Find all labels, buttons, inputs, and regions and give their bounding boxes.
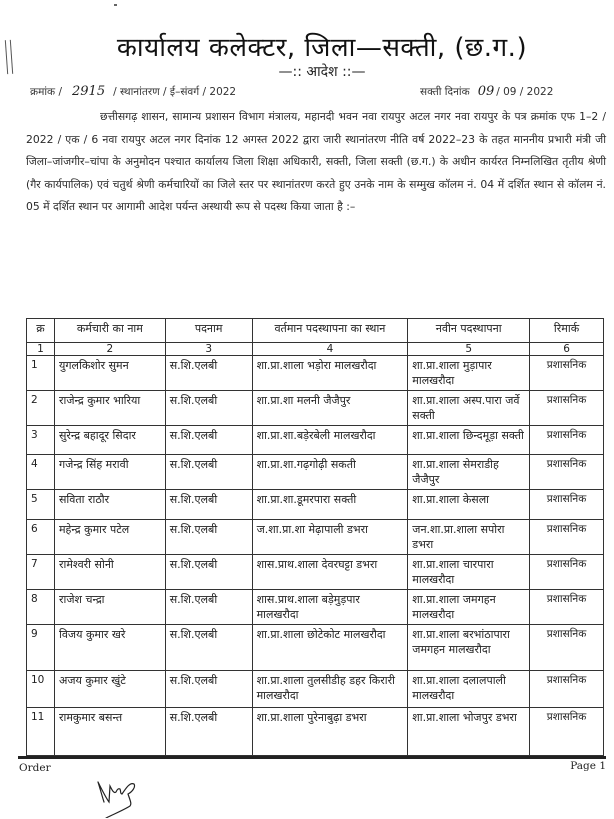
column-number: 3 [165, 343, 252, 356]
remark: प्रशासनिक [530, 708, 604, 756]
designation: स.शि.एलबी [165, 391, 252, 426]
footer-doc-label: Order [19, 762, 51, 774]
signature-icon [92, 776, 152, 818]
remark: प्रशासनिक [530, 426, 604, 455]
scan-speck [114, 4, 117, 6]
current-posting: शा.प्रा.शा.बड़ेरबेली मालखरौदा [252, 426, 408, 455]
table-row [27, 708, 604, 756]
designation: स.शि.एलबी [165, 671, 252, 708]
ref-suffix: / स्थानांतरण / ई–संवर्ग / 2022 [113, 86, 237, 98]
table-row [27, 391, 604, 426]
employee-name: सुरेन्द्र बहादूर सिदार [54, 426, 165, 455]
current-posting: शा.प्रा.शा.गढ़गोढ़ी सकती [252, 455, 408, 490]
date-line [420, 84, 553, 99]
table-row [27, 671, 604, 708]
new-posting: शा.प्रा.शाला जमगहन मालखरौदा [408, 590, 530, 625]
remark: प्रशासनिक [530, 555, 604, 590]
column-number: 1 [27, 343, 55, 356]
designation: स.शि.एलबी [165, 708, 252, 756]
new-posting: शा.प्रा.शाला दलालपाली मालखरौदा [408, 671, 530, 708]
remark: प्रशासनिक [530, 625, 604, 671]
new-posting: शा.प्रा.शाला केसला [408, 490, 530, 520]
footer-rule [18, 756, 606, 759]
column-number: 6 [530, 343, 604, 356]
serial-number: 8 [27, 590, 55, 625]
new-posting: शा.प्रा.शाला चारपारा मालखरौदा [408, 555, 530, 590]
new-posting: जन.शा.प्रा.शाला सपोरा डभरा [408, 520, 530, 555]
serial-number: 11 [27, 708, 55, 756]
serial-number: 4 [27, 455, 55, 490]
remark: प्रशासनिक [530, 671, 604, 708]
table-row [27, 590, 604, 625]
remark: प्रशासनिक [530, 490, 604, 520]
ref-number: 2915 [72, 84, 106, 99]
table-body [27, 356, 604, 756]
body-paragraph: छत्तीसगढ़ शासन, सामान्य प्रशासन विभाग मंत्रालय, महानदी भवन नवा रायपुर अटल नगर नवा रायपुर के पत्र क्रमांक एफ 1–2 / 2022 / एक / 6 नवा रायपुर अटल नगर दिनांक 12 अगस्त 2022 द्वारा जारी स्थानांतरण नीति वर्ष 2022–23 के तहत माननीय प्रभारी मंत्री जी जिला–जांजगीर–चांपा के अनुमोदन पश्चात कार्यालय जिला शिक्षा अधिकारी, सक्ती, जिला सक्ती (छ.ग.) के अधीन कार्यरत निम्नलिखित तृतीय श्रेणी (गैर कार्यपालिक) एवं चतुर्थ श्रेणी कर्मचारियों का जिले स्तर पर स्थानांतरण करते हुए उनके नाम के सम्मुख कॉलम नं. 04 में दर्शित स्थान से कॉलम नं. 05 में दर्शित स्थान पर आगामी आदेश पर्यन्त अस्थायी रूप से पदस्थ किया जाता है :– [26, 110, 606, 214]
table-row [27, 356, 604, 391]
place-date-label: सक्ती दिनांक [420, 86, 470, 98]
remark: प्रशासनिक [530, 590, 604, 625]
designation: स.शि.एलबी [165, 555, 252, 590]
header-employee-name: कर्मचारी का नाम [54, 319, 165, 343]
footer-page-number: Page 1 [570, 760, 606, 772]
designation: स.शि.एलबी [165, 520, 252, 555]
current-posting: ज.शा.प्रा.शा मेढ़ापाली डभरा [252, 520, 408, 555]
employee-name: राजेन्द्र कुमार भारिया [54, 391, 165, 426]
employee-name: विजय कुमार खरे [54, 625, 165, 671]
employee-name: गजेन्द्र सिंह मरावी [54, 455, 165, 490]
table-row [27, 625, 604, 671]
serial-number: 9 [27, 625, 55, 671]
new-posting: शा.प्रा.शाला बरभांठापारा जमगहन मालखरौदा [408, 625, 530, 671]
ref-prefix: क्रमांक / [30, 86, 63, 98]
serial-number: 6 [27, 520, 55, 555]
serial-number: 2 [27, 391, 55, 426]
designation: स.शि.एलबी [165, 426, 252, 455]
new-posting: शा.प्रा.शाला भोजपुर डभरा [408, 708, 530, 756]
employee-name: महेन्द्र कुमार पटेल [54, 520, 165, 555]
table-row [27, 555, 604, 590]
transfer-table [26, 318, 604, 756]
serial-number: 3 [27, 426, 55, 455]
office-title: कार्यालय कलेक्टर, जिला—सक्ती, (छ.ग.) [116, 33, 528, 63]
current-posting: शा.प्रा.शाला पुरेनाबुढ़ा डभरा [252, 708, 408, 756]
designation: स.शि.एलबी [165, 455, 252, 490]
remark: प्रशासनिक [530, 391, 604, 426]
serial-number: 1 [27, 356, 55, 391]
current-posting: शास.प्राथ.शाला बड़ेमुड़पार मालखरौदा [252, 590, 408, 625]
column-number: 4 [252, 343, 408, 356]
new-posting: शा.प्रा.शाला सेमराडीह जैजैपुर [408, 455, 530, 490]
table-row [27, 426, 604, 455]
current-posting: शा.प्रा.शाला भड़ोरा मालखरौदा [252, 356, 408, 391]
column-number: 2 [54, 343, 165, 356]
current-posting: शा.प्रा.शाला छोटेकोट मालखरौदा [252, 625, 408, 671]
employee-name: अजय कुमार खुंटे [54, 671, 165, 708]
new-posting: शा.प्रा.शाला अस्प.पारा जर्वे सक्ती [408, 391, 530, 426]
remark: प्रशासनिक [530, 356, 604, 391]
table-row [27, 455, 604, 490]
serial-number: 10 [27, 671, 55, 708]
current-posting: शा.प्रा.शाला तुलसीडीह डहर किरारी मालखरौदा [252, 671, 408, 708]
header-serial: क्र [27, 319, 55, 343]
column-number-row [27, 343, 604, 356]
serial-number: 7 [27, 555, 55, 590]
remark: प्रशासनिक [530, 520, 604, 555]
header-new-posting: नवीन पदस्थापना [408, 319, 530, 343]
employee-name: सविता राठौर [54, 490, 165, 520]
column-number: 5 [408, 343, 530, 356]
header-current-posting: वर्तमान पदस्थापना का स्थान [252, 319, 408, 343]
new-posting: शा.प्रा.शाला मुड़ापार मालखरौदा [408, 356, 530, 391]
header-remark: रिमार्क [530, 319, 604, 343]
serial-number: 5 [27, 490, 55, 520]
date-rest: / 09 / 2022 [496, 86, 554, 98]
employee-name: रामेश्वरी सोनी [54, 555, 165, 590]
current-posting: शा.प्रा.शा.डूमरपारा सक्ती [252, 490, 408, 520]
header-designation: पदनाम [165, 319, 252, 343]
current-posting: शास.प्राथ.शाला देवरघट्टा डभरा [252, 555, 408, 590]
date-day: 09 [477, 84, 495, 99]
employee-name: युगलकिशोर सुमन [54, 356, 165, 391]
table-row [27, 490, 604, 520]
current-posting: शा.प्रा.शा मलनी जैजैपुर [252, 391, 408, 426]
order-heading: —:: आदेश ::— [278, 64, 366, 80]
designation: स.शि.एलबी [165, 625, 252, 671]
employee-name: राजेश चन्द्रा [54, 590, 165, 625]
table-header-row [27, 319, 604, 343]
employee-name: रामकुमार बसन्त [54, 708, 165, 756]
designation: स.शि.एलबी [165, 356, 252, 391]
remark: प्रशासनिक [530, 455, 604, 490]
new-posting: शा.प्रा.शाला छिन्दमूड़ा सक्ती [408, 426, 530, 455]
designation: स.शि.एलबी [165, 590, 252, 625]
designation: स.शि.एलबी [165, 490, 252, 520]
table-row [27, 520, 604, 555]
reference-line [30, 84, 236, 99]
